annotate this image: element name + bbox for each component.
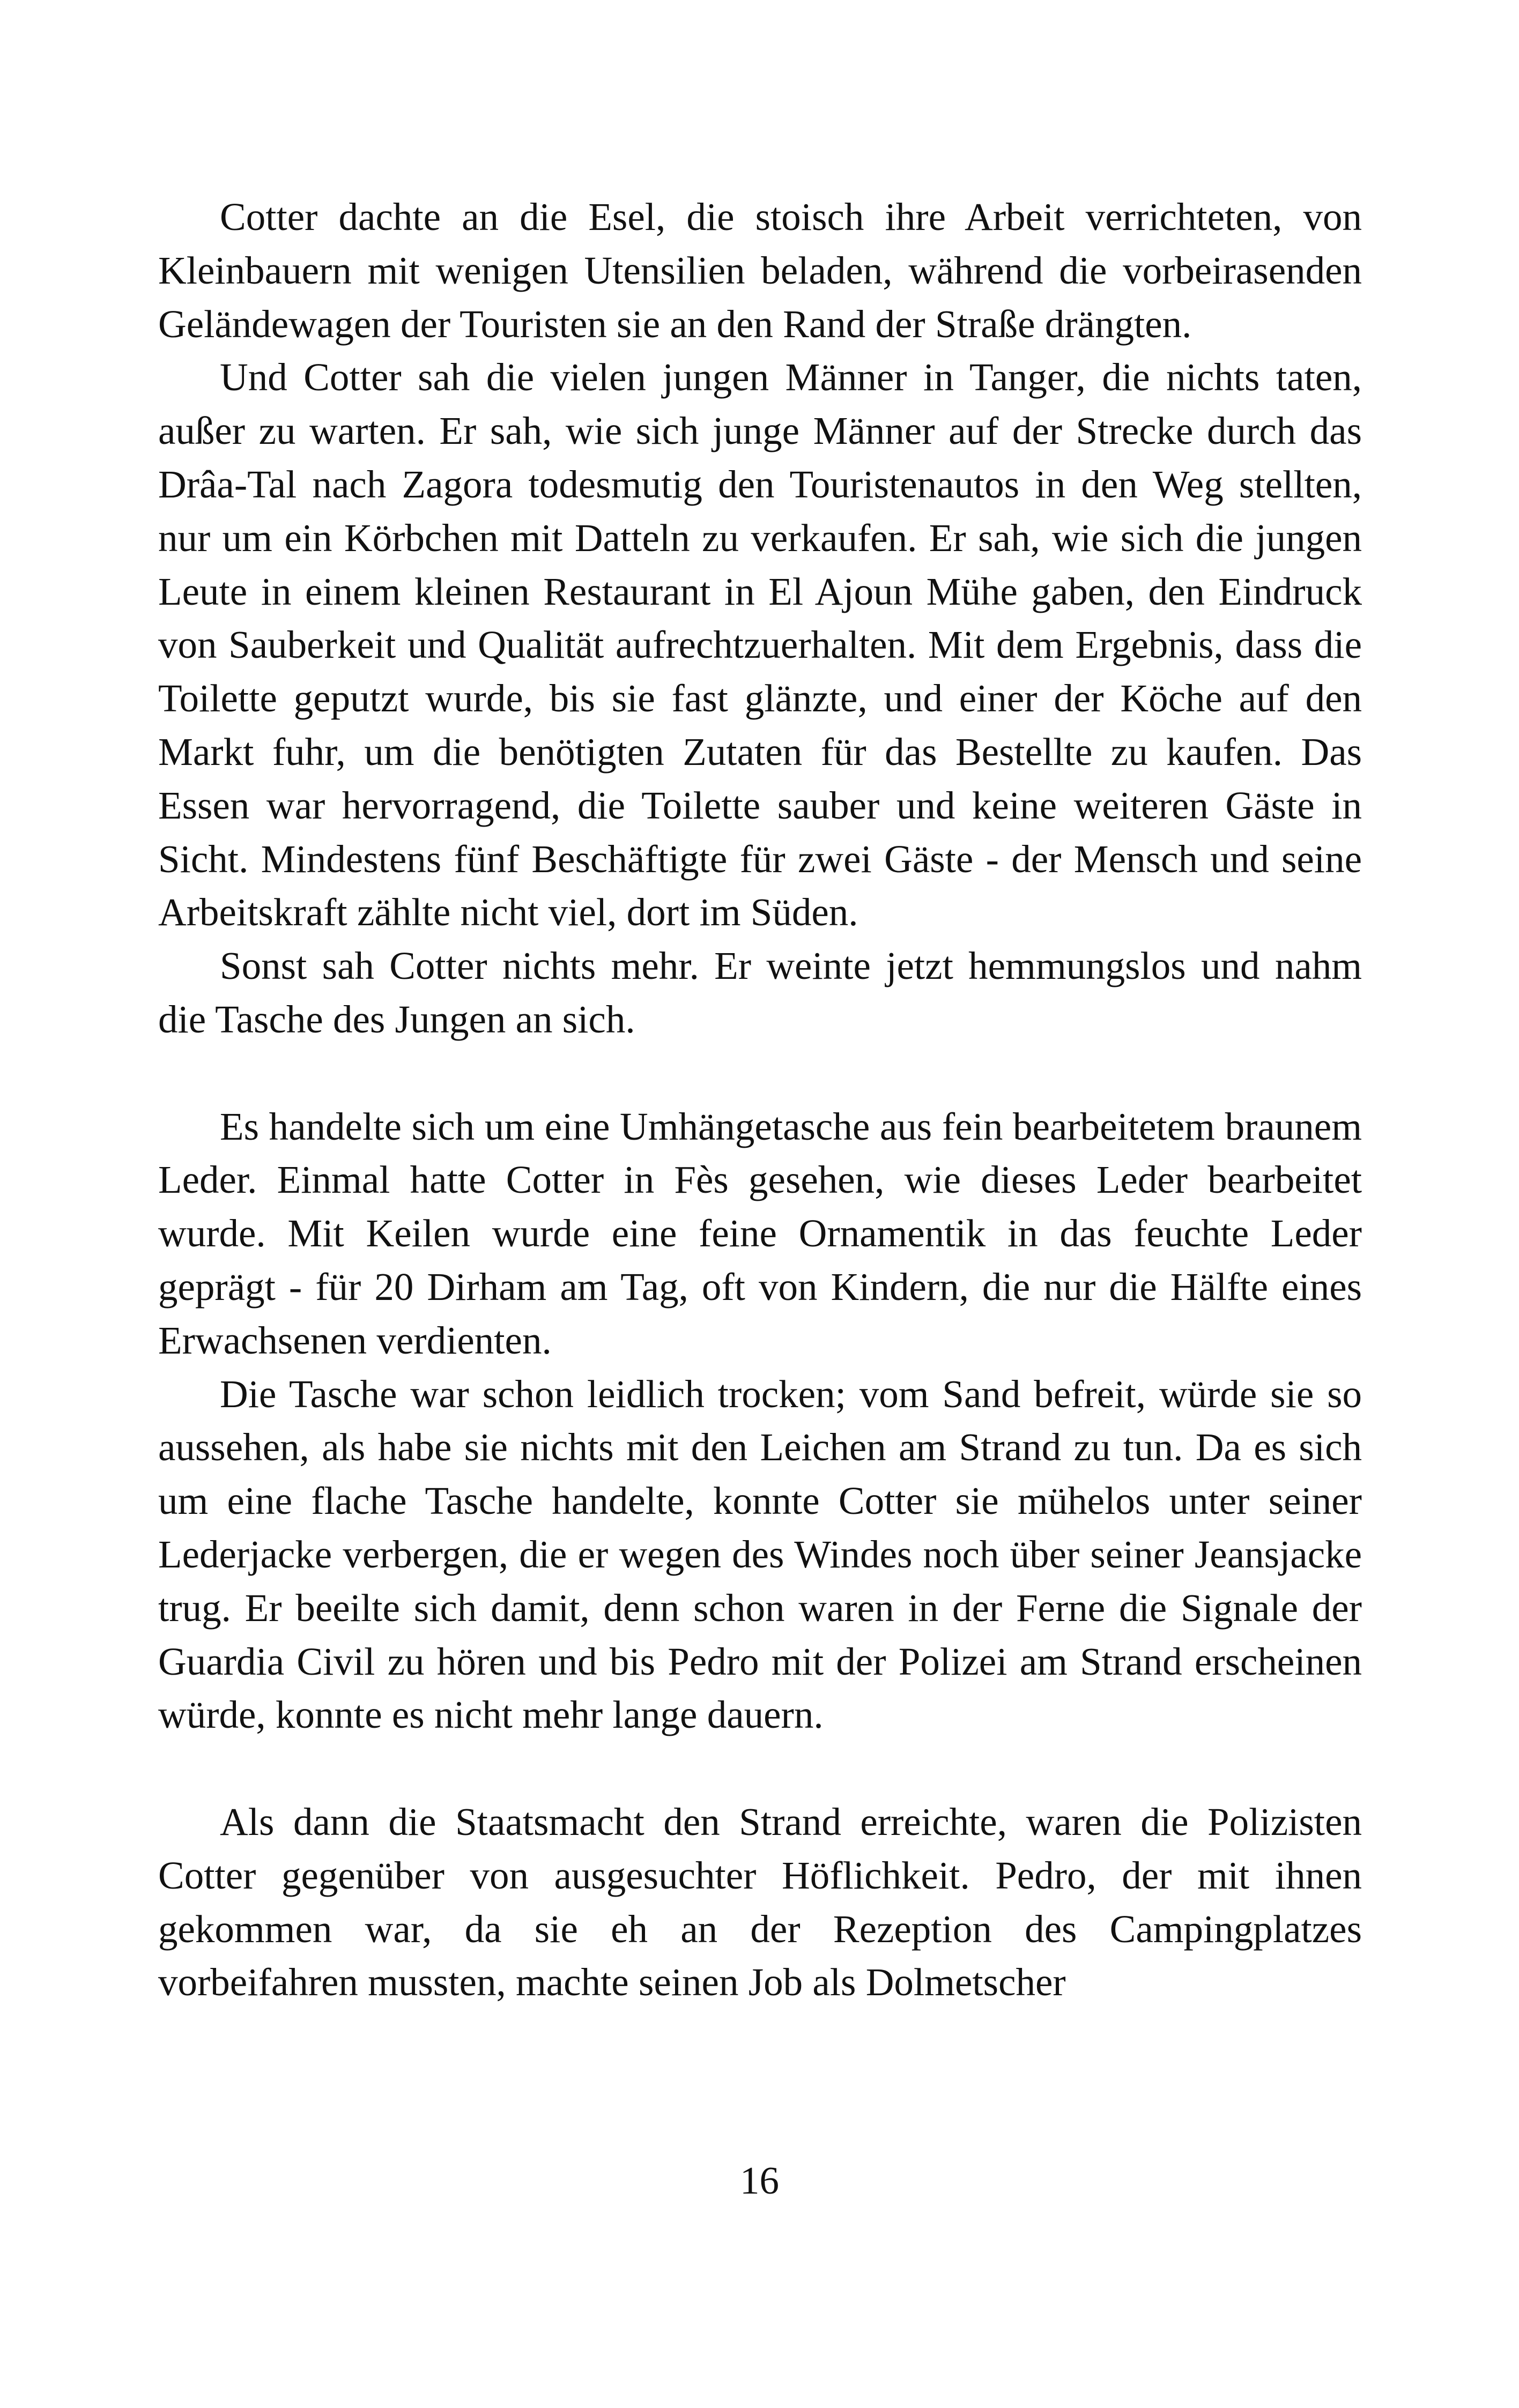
paragraph: Die Tasche war schon leidlich trocken; vom Sand befreit, würde sie so aussehen, als habe sie nichts mit den Leichen am Strand zu tun. Da es sich um eine flache Tasche handelte, konnte Cotter sie mühelos unter seiner Lederjacke verbergen, die er wegen des Windes noch über seiner Jeansjacke trug. Er beeilte sich damit, denn schon waren in der Ferne die Signale der Guardia Civil zu hören und bis Pedro mit der Polizei am Strand erscheinen würde, konnte es nicht mehr lange dauern. — [158, 1372, 1362, 1737]
section-break — [158, 1742, 1362, 1795]
section-break — [158, 1046, 1362, 1100]
body-text — [158, 190, 1362, 2009]
page-number: 16 — [740, 2159, 779, 2202]
paragraph: Sonst sah Cotter nichts mehr. Er weinte jetzt hemmungslos und nahm die Tasche des Jungen an sich. — [158, 944, 1362, 1041]
paragraph: Cotter dachte an die Esel, die stoisch ihre Arbeit verrichteten, von Kleinbauern mit wenigen Utensilien beladen, während die vorbeirasenden Geländewagen der Touristen sie an den Rand der Straße drängten. — [158, 195, 1362, 346]
paragraph: Und Cotter sah die vielen jungen Männer in Tanger, die nichts taten, außer zu warten. Er sah, wie sich junge Männer auf der Strecke durch das Drâa-Tal nach Zagora todesmutig den Touristenautos in den Weg stellten, nur um ein Körbchen mit Datteln zu verkaufen. Er sah, wie sich die jungen Leute in einem kleinen Restaurant in El Ajoun Mühe gaben, den Eindruck von Sauberkeit und Qualität aufrechtzuerhalten. Mit dem Ergebnis, dass die Toilette geputzt wurde, bis sie fast glänzte, und einer der Köche auf den Markt fuhr, um die benötigten Zutaten für das Bestellte zu kaufen. Das Essen war hervorragend, die Toilette sauber und keine weiteren Gäste in Sicht. Mindestens fünf Beschäftigte für zwei Gäste - der Mensch und seine Arbeitskraft zählte nicht viel, dort im Süden. — [158, 355, 1362, 934]
paragraph: Es handelte sich um eine Umhängetasche aus fein bearbeitetem braunem Leder. Einmal hatte Cotter in Fès gesehen, wie dieses Leder bearbeitet wurde. Mit Keilen wurde eine feine Ornamentik in das feuchte Leder geprägt - für 20 Dirham am Tag, oft von Kindern, die nur die Hälfte eines Erwachsenen verdienten. — [158, 1104, 1362, 1362]
paragraph: Als dann die Staatsmacht den Strand erreichte, waren die Polizisten Cotter gegenüber von ausgesuchter Höflichkeit. Pedro, der mit ihnen gekommen war, da sie eh an der Rezeption des Campingplatzes vorbeifahren mussten, machte seinen Job als Dolmetscher — [158, 1800, 1362, 2004]
